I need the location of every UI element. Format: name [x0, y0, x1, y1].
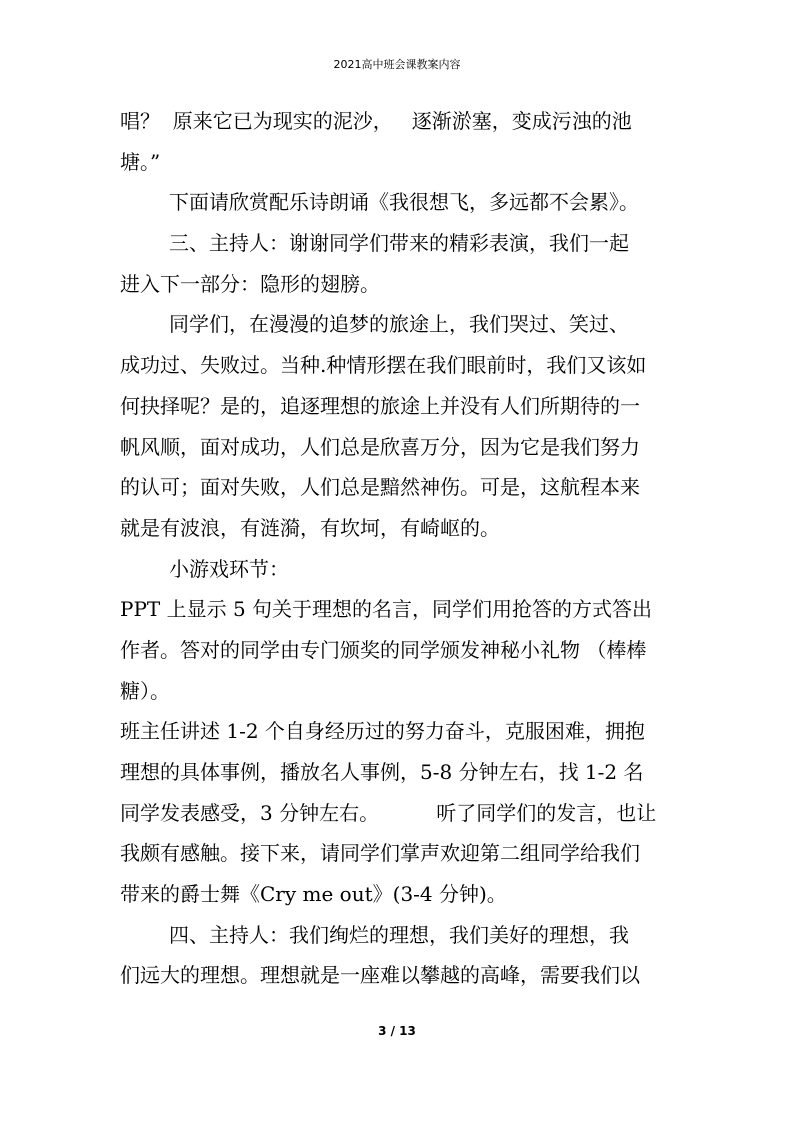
text-line: 带来的爵士舞《Cry me out》(3-4 分钟)。 — [120, 882, 507, 907]
page-header: 2021高中班会课教案内容 — [333, 58, 461, 71]
text-line: 糖）。 — [120, 678, 170, 703]
text-line: 塘。” — [120, 149, 161, 174]
text-line: 同学们，在漫漫的追梦的旅途上，我们哭过、笑过、 — [169, 312, 629, 337]
text-line: 成功过、失败过。当种.种情形摆在我们眼前时，我们又该如 — [120, 353, 647, 378]
text-line: 理想的具体事例，播放名人事例，5-8 分钟左右，找 1-2 名 — [120, 760, 644, 784]
text-line: 我颇有感触。接下来，请同学们掌声欢迎第二组同学给我们 — [120, 841, 640, 866]
text-line: 三、主持人：谢谢同学们带来的精彩表演，我们一起 — [169, 231, 629, 256]
text-line: 四、主持人：我们绚烂的理想，我们美好的理想，我 — [169, 922, 629, 947]
text-line: 的认可；面对失败，人们总是黯然神伤。可是，这航程本来 — [120, 475, 640, 500]
text-line: 同学发表感受，3 分钟左右。 听了同学们的发言，也让 — [120, 800, 657, 825]
text-line: 小游戏环节： — [169, 556, 289, 581]
text-line: PPT 上显示 5 句关于理想的名言，同学们用抢答的方式答出 — [120, 597, 653, 622]
document-body — [120, 101, 680, 996]
page-number: 3 / 13 — [378, 1024, 416, 1038]
text-line: 唱？ 原来它已为现实的泥沙， 逐渐淤塞，变成污浊的池 — [120, 109, 632, 133]
text-line: 何抉择呢？是的，追逐理想的旅途上并没有人们所期待的一 — [120, 393, 640, 418]
text-line: 下面请欣赏配乐诗朗诵《我很想飞，多远都不会累》。 — [169, 190, 639, 215]
text-line: 班主任讲述 1-2 个自身经历过的努力奋斗，克服困难，拥抱 — [120, 719, 645, 744]
text-line: 们远大的理想。理想就是一座难以攀越的高峰，需要我们以 — [120, 963, 640, 988]
text-line: 帆风顺，面对成功，人们总是欣喜万分，因为它是我们努力 — [120, 434, 640, 459]
text-line: 就是有波浪，有涟漪，有坎坷，有崎岖的。 — [120, 515, 500, 540]
text-line: 作者。答对的同学由专门颁奖的同学颁发神秘小礼物 （棒棒 — [120, 637, 647, 662]
text-line: 进入下一部分：隐形的翅膀。 — [120, 271, 380, 296]
